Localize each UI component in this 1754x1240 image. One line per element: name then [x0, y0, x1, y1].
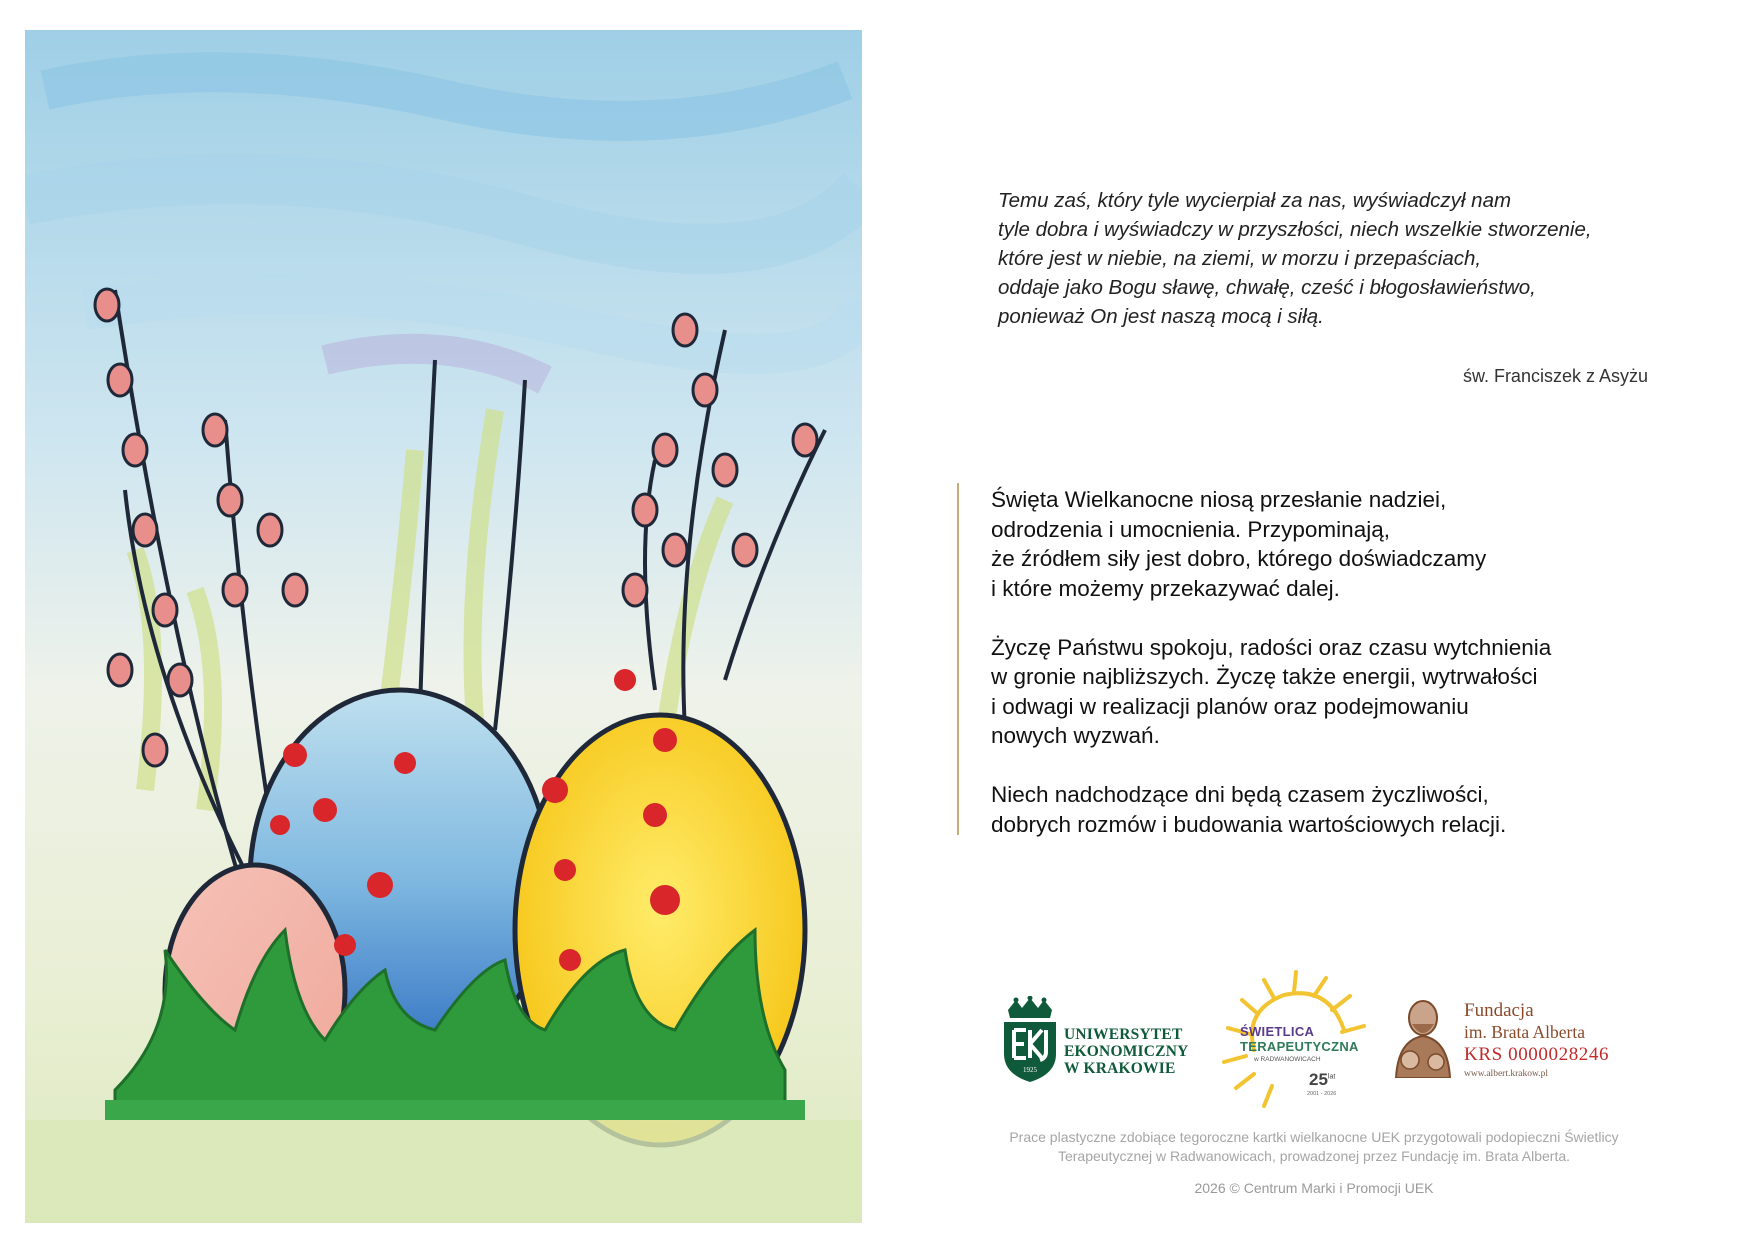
message-paragraph	[991, 485, 1691, 603]
uek-logo	[1000, 996, 1210, 1084]
quote-line: które jest w niebie, na ziemi, w morzu i przepaściach,	[998, 247, 1482, 270]
swietlica-years: 2001 - 2026	[1307, 1091, 1337, 1097]
fundacja-line1: Fundacja	[1464, 1000, 1534, 1021]
message-line: w gronie najbliższych. Życzę także energii, wytrwałości	[991, 664, 1538, 689]
message-paragraph	[991, 780, 1691, 839]
uek-name	[1064, 1026, 1188, 1077]
uek-crest-icon	[1000, 996, 1060, 1084]
divider-line	[957, 483, 959, 835]
swietlica-line3: w RADWANOWICACH	[1254, 1056, 1321, 1063]
uek-name-line: UNIWERSYTET	[1064, 1026, 1183, 1043]
quote-author: św. Franciszek z Asyżu	[1462, 366, 1648, 386]
message-line: i odwagi w realizacji planów oraz podejmowaniu	[991, 693, 1469, 719]
swietlica-logo	[1214, 970, 1374, 1110]
message-paragraph	[991, 633, 1691, 751]
quote-line: ponieważ On jest naszą mocą i siłą.	[998, 305, 1324, 328]
message-line: Życzę Państwu spokoju, radości oraz czasu wytchnienia	[991, 634, 1552, 660]
easter-message	[991, 485, 1691, 869]
copyright: 2026 © Centrum Marki i Promocji UEK	[1194, 1180, 1434, 1196]
message-line: Niech nadchodzące dni będą czasem życzliwości,	[991, 782, 1489, 807]
fundacja-line2: im. Brata Alberta	[1464, 1022, 1586, 1042]
message-line: i które możemy przekazywać dalej.	[991, 575, 1340, 601]
swietlica-anniversary	[1309, 1070, 1335, 1090]
anniversary-suffix: lat	[1327, 1073, 1336, 1081]
uek-name-line: W KRAKOWIE	[1064, 1060, 1176, 1077]
anniversary-number: 25	[1309, 1070, 1328, 1089]
quote-line: oddaje jako Bogu sławę, chwałę, cześć i błogosławieństwo,	[998, 276, 1536, 299]
swietlica-line2: TERAPEUTYCZNA	[1240, 1039, 1359, 1054]
easter-eggs-painting	[25, 30, 862, 1223]
fundacja-logo	[1390, 996, 1650, 1096]
quote-line: Temu zaś, który tyle wycierpiał za nas, wyświadczył nam	[998, 189, 1512, 212]
message-line: dobrych rozmów i budowania wartościowych relacji.	[991, 811, 1507, 837]
swietlica-line1: ŚWIETLICA	[1240, 1024, 1315, 1039]
message-line: Święta Wielkanocne niosą przesłanie nadziei,	[991, 487, 1447, 512]
quote-line: tyle dobra i wyświadczy w przyszłości, niech wszelkie stworzenie,	[998, 218, 1592, 241]
uek-name-line: EKONOMICZNY	[1064, 1043, 1189, 1060]
fundacja-krs: KRS 0000028246	[1464, 1044, 1610, 1065]
brother-albert-portrait-icon	[1390, 996, 1456, 1078]
artwork-credits	[944, 1128, 1684, 1166]
quote-text	[998, 186, 1698, 331]
message-line: odrodzenia i umocnienia. Przypominają,	[991, 516, 1390, 542]
message-line: że źródłem siły jest dobro, którego doświadczamy	[991, 546, 1487, 571]
credits-line: Prace plastyczne zdobiące tegoroczne kartki wielkanocne UEK przygotowali podopieczni Świetlicy	[1009, 1129, 1619, 1145]
fundacja-text	[1464, 1000, 1609, 1079]
partner-logos	[1000, 970, 1660, 1120]
credits-line: Terapeutycznej w Radwanowicach, prowadzonej przez Fundację im. Brata Alberta.	[1057, 1148, 1571, 1164]
message-line: nowych wyzwań.	[991, 723, 1160, 748]
fundacja-url: www.albert.krakow.pl	[1464, 1069, 1548, 1079]
uek-year: 1925	[1023, 1066, 1037, 1074]
